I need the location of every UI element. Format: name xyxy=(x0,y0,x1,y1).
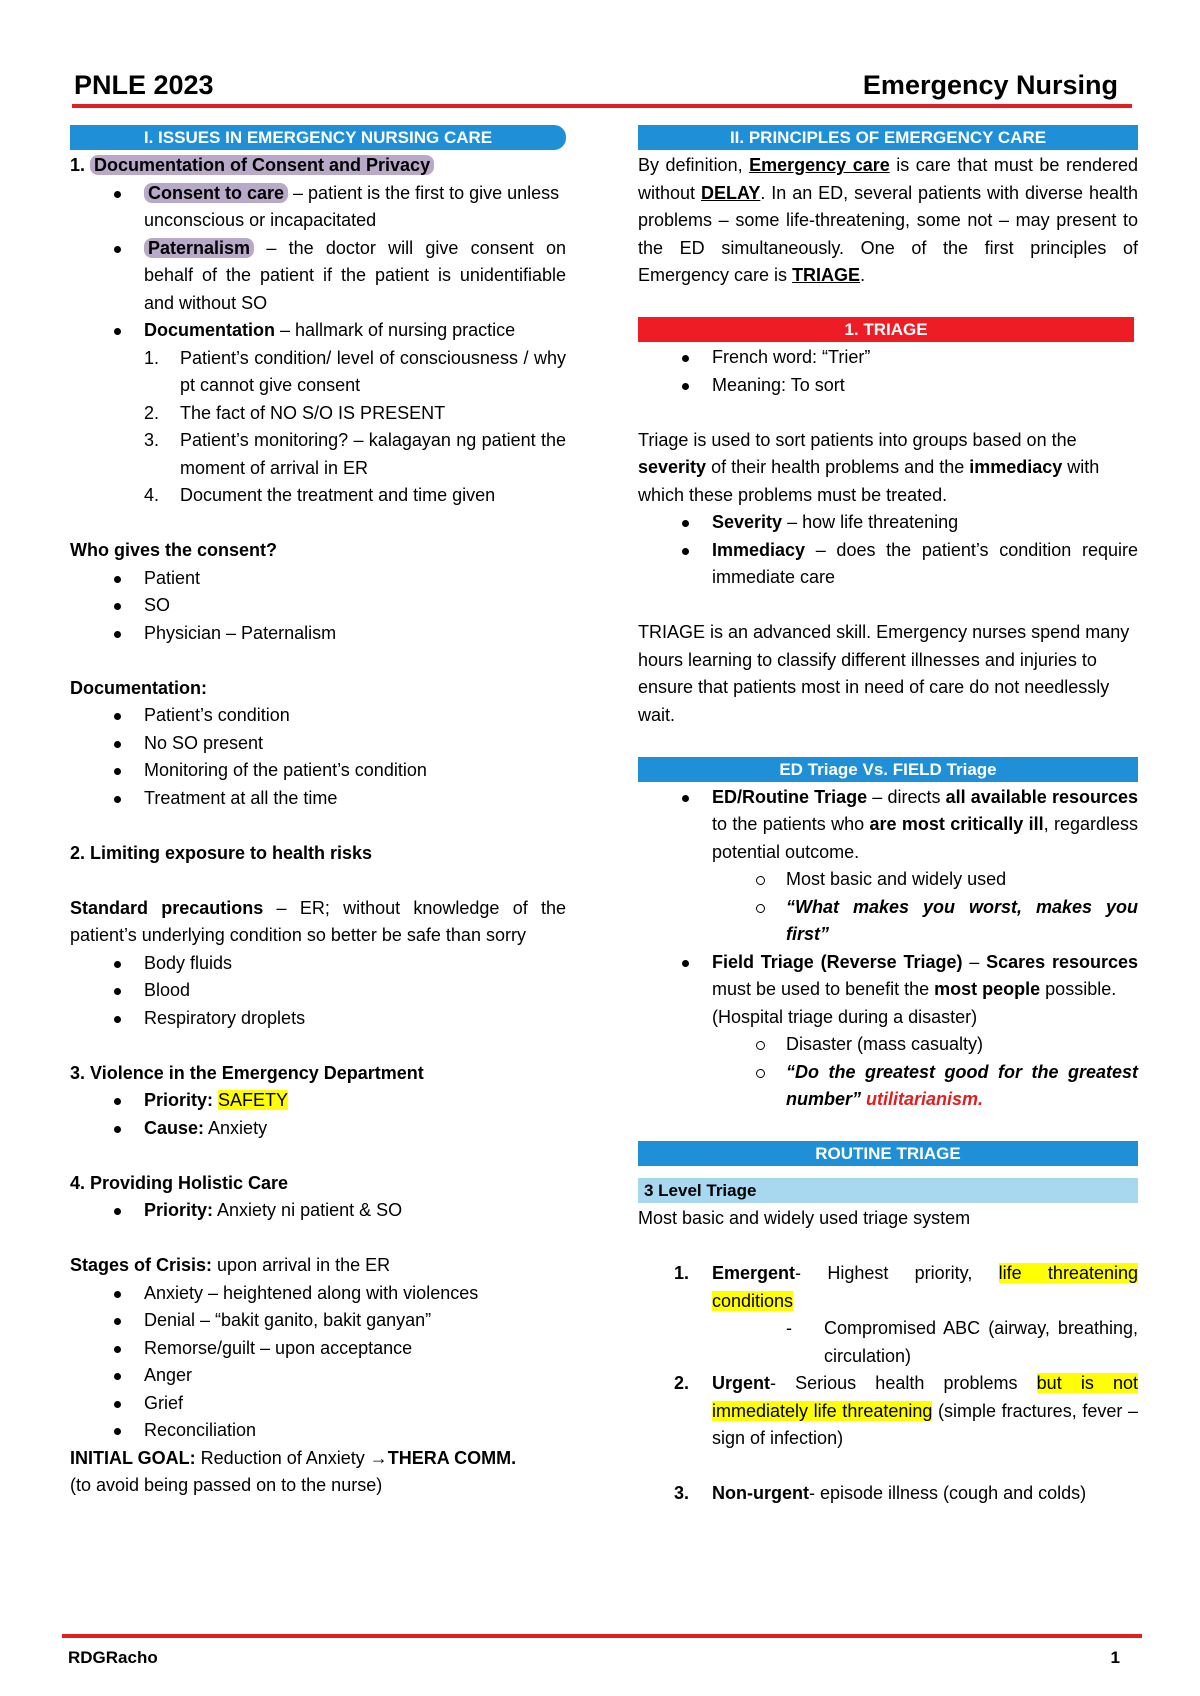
list-item: Priority: Anxiety ni patient & SO xyxy=(70,1197,566,1225)
consent-item: Consent to care – patient is the first to give unless unconscious or incapacitated xyxy=(70,180,566,235)
level-sub-item: - Compromised ABC (airway, breathing, circulation) xyxy=(786,1318,1138,1366)
list-item: Meaning: To sort xyxy=(638,372,1138,400)
sub-list-item: “What makes you worst, makes you first” xyxy=(638,894,1138,949)
list-item: Anger xyxy=(70,1362,566,1390)
section-band-triage: 1. TRIAGE xyxy=(638,317,1134,342)
circle-bullet-icon xyxy=(756,904,765,913)
header-title-right: Emergency Nursing xyxy=(862,70,1118,100)
definition-paragraph: By definition, Emergency care is care that must be rendered without DELAY. In an ED, several patients with diverse health problems – some life-threatening, some not – may present to the ED simultaneously. One of the first principles of Emergency care is TRIAGE. xyxy=(638,155,1139,285)
section-band-3-level: 3 Level Triage xyxy=(638,1178,1138,1203)
who-consent-heading: Who gives the consent? xyxy=(70,540,278,560)
list-item: No SO present xyxy=(70,730,566,758)
ed-triage-item: ED/Routine Triage – directs all available resources to the patients who are most critically ill, regardless potential outcome. xyxy=(638,784,1138,867)
bullet-icon xyxy=(114,1428,121,1435)
bullet-icon xyxy=(682,795,689,802)
bullet-icon xyxy=(114,191,121,198)
bullet-icon xyxy=(682,355,689,362)
list-item: SO xyxy=(70,592,566,620)
bullet-icon xyxy=(114,1016,121,1023)
list-item: Patient xyxy=(70,565,566,593)
left-column xyxy=(70,125,566,1500)
documentation-item: Documentation – hallmark of nursing practice xyxy=(70,317,566,345)
level-item: 3. Non-urgent- episode illness (cough and colds) xyxy=(674,1483,1087,1503)
level-item: 1. Emergent- Highest priority, life threatening conditions xyxy=(674,1263,1138,1311)
field-triage-item: Field Triage (Reverse Triage) – Scares resources must be used to benefit the most people possible. xyxy=(638,949,1138,1004)
bullet-icon xyxy=(682,520,689,527)
triage-skill-paragraph: TRIAGE is an advanced skill. Emergency nurses spend many hours learning to classify different illnesses and injuries to ensure that patients most in need of care do not needlessly wait. xyxy=(638,622,1130,725)
triage-paragraph: Triage is used to sort patients into groups based on the severity of their health problems and the immediacy with which these problems must be treated. xyxy=(638,429,1100,505)
bullet-icon xyxy=(682,548,689,555)
crisis-heading: Stages of Crisis: upon arrival in the ER xyxy=(70,1255,391,1275)
list-item: Anxiety – heightened along with violences xyxy=(70,1280,566,1308)
list-item: Reconciliation xyxy=(70,1417,566,1445)
list-item: Denial – “bakit ganito, bakit ganyan” xyxy=(70,1307,566,1335)
section-1-heading: 1. Documentation of Consent and Privacy xyxy=(70,152,566,180)
arrow-right-icon: → xyxy=(369,1447,388,1468)
sub-list-item: “Do the greatest good for the greatest number” utilitarianism. xyxy=(638,1059,1138,1114)
list-item: Treatment at all the time xyxy=(70,785,566,813)
section-3-heading: 3. Violence in the Emergency Department xyxy=(70,1062,424,1083)
header-title-left: PNLE 2023 xyxy=(74,70,214,100)
section-band-routine-triage: ROUTINE TRIAGE xyxy=(638,1141,1138,1166)
bullet-icon xyxy=(114,713,121,720)
list-item: Remorse/guilt – upon acceptance xyxy=(70,1335,566,1363)
standard-precautions-text: Standard precautions – ER; without knowledge of the patient’s underlying condition so better be safe than sorry xyxy=(70,897,566,945)
header-rule xyxy=(72,104,1132,108)
section-band-issues: I. ISSUES IN EMERGENCY NURSING CARE xyxy=(70,125,566,150)
bullet-icon xyxy=(114,768,121,775)
bullet-icon xyxy=(114,328,121,335)
list-item: Patient’s condition xyxy=(70,702,566,730)
paternalism-item: Paternalism – the doctor will give consent on behalf of the patient if the patient is unidentifiable and without SO xyxy=(70,235,566,318)
bullet-icon xyxy=(114,1373,121,1380)
field-triage-note: (Hospital triage during a disaster) xyxy=(712,1006,978,1027)
bullet-icon xyxy=(114,741,121,748)
section-band-ed-field: ED Triage Vs. FIELD Triage xyxy=(638,757,1138,782)
list-item: Monitoring of the patient’s condition xyxy=(70,757,566,785)
list-item: Cause: Anxiety xyxy=(70,1115,566,1143)
list-item: Blood xyxy=(70,977,566,1005)
bullet-icon xyxy=(114,961,121,968)
list-item: Physician – Paternalism xyxy=(70,620,566,648)
bullet-icon xyxy=(114,631,121,638)
bullet-icon xyxy=(114,1291,121,1298)
initial-goal: INITIAL GOAL: Reduction of Anxiety →THERA COMM. xyxy=(70,1447,517,1468)
footer-rule xyxy=(62,1634,1142,1638)
circle-bullet-icon xyxy=(756,876,765,885)
bullet-icon xyxy=(114,1346,121,1353)
documentation-heading: Documentation: xyxy=(70,677,207,698)
bullet-icon xyxy=(114,246,121,253)
list-item: French word: “Trier” xyxy=(638,344,1138,372)
bullet-icon xyxy=(114,988,121,995)
list-item: Body fluids xyxy=(70,950,566,978)
level-intro: Most basic and widely used triage system xyxy=(638,1208,971,1228)
bullet-icon xyxy=(114,1098,121,1105)
doc-list-item: 3. Patient’s monitoring? – kalagayan ng patient the moment of arrival in ER xyxy=(144,430,566,478)
level-item: 2. Urgent- Serious health problems but is not immediately life threatening (simple fractures, fever – sign of infection) xyxy=(674,1373,1138,1448)
bullet-icon xyxy=(114,1208,121,1215)
bullet-icon xyxy=(114,603,121,610)
list-item: Immediacy – does the patient’s condition require immediate care xyxy=(638,537,1138,592)
sub-list-item: Most basic and widely used xyxy=(638,866,1138,894)
page-number: 1 xyxy=(1110,1648,1120,1667)
bullet-icon xyxy=(114,1126,121,1133)
section-4-heading: 4. Providing Holistic Care xyxy=(70,1172,289,1193)
bullet-icon xyxy=(114,576,121,583)
sub-list-item: Disaster (mass casualty) xyxy=(638,1031,1138,1059)
list-item: Grief xyxy=(70,1390,566,1418)
doc-list-item: 2. The fact of NO S/O IS PRESENT xyxy=(144,402,446,423)
circle-bullet-icon xyxy=(756,1069,765,1078)
doc-list-item: 1. Patient’s condition/ level of consciousness / why pt cannot give consent xyxy=(144,347,566,395)
bullet-icon xyxy=(682,960,689,967)
list-item: Severity – how life threatening xyxy=(638,509,1138,537)
bullet-icon xyxy=(114,796,121,803)
right-column xyxy=(638,125,1138,1508)
bullet-icon xyxy=(114,1401,121,1408)
footer-author: RDGRacho xyxy=(68,1648,158,1667)
list-item: Respiratory droplets xyxy=(70,1005,566,1033)
section-2-heading: 2. Limiting exposure to health risks xyxy=(70,842,373,863)
list-item: Priority: SAFETY xyxy=(70,1087,566,1115)
initial-goal-note: (to avoid being passed on to the nurse) xyxy=(70,1475,383,1495)
section-band-principles: II. PRINCIPLES OF EMERGENCY CARE xyxy=(638,125,1138,150)
doc-list-item: 4. Document the treatment and time given xyxy=(144,485,496,505)
bullet-icon xyxy=(114,1318,121,1325)
circle-bullet-icon xyxy=(756,1041,765,1050)
bullet-icon xyxy=(682,383,689,390)
